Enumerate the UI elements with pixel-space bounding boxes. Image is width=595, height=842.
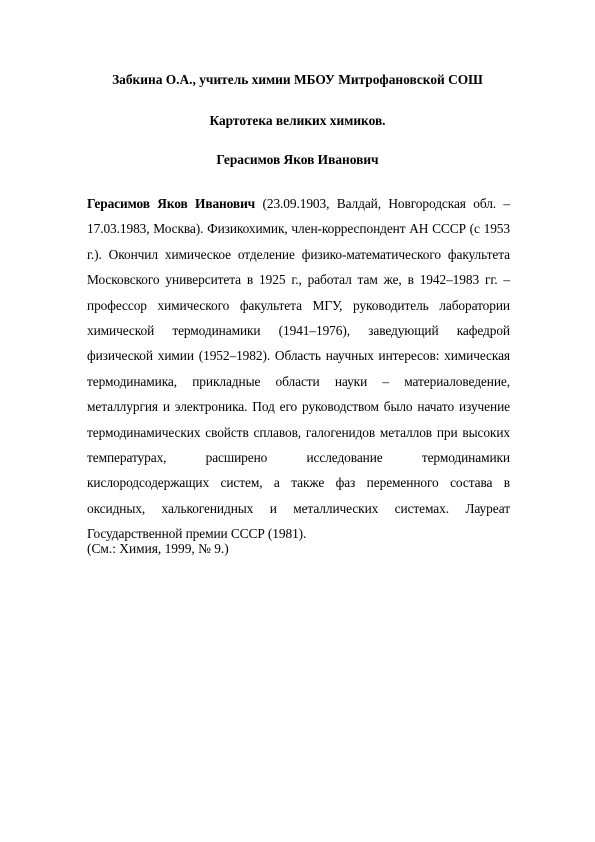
author-line: Забкина О.А., учитель химии МБОУ Митрофановской СОШ	[112, 72, 483, 87]
biography-text: (23.09.1903, Валдай, Новгородская обл. – 17.03.1983, Москва). Физикохимик, член-корреспондент АН СССР (с 1953 г.). Окончил химическое отделение физико-математического факультета Московского университета в 1925 г., работал там же, в 1942–1983 гг. – профессор химического факультета МГУ, руководитель лаборатории химической термодинамики (1941–1976), заведующий кафедрой физической химии (1952–1982). Область научных интересов: химическая термодинамика, прикладные области науки – материаловедение, металлургия и электроника. Под его руководством было начато изучение термодинамических свойств сплавов, галогенидов металлов при высоких температурах, расширено исследование термодинамики кислородсодержащих систем, а также фаз переменного состава в оксидных, халькогенидных и металлических системах. Лауреат Государственной премии СССР (1981).	[87, 196, 510, 542]
person-name-heading: Герасимов Яков Иванович	[216, 152, 379, 167]
source-citation: (См.: Химия, 1999, № 9.)	[87, 541, 229, 556]
biography-lead-name: Герасимов Яков Иванович	[87, 196, 256, 211]
document-title: Картотека великих химиков.	[209, 113, 386, 128]
biography-paragraph	[87, 191, 510, 547]
